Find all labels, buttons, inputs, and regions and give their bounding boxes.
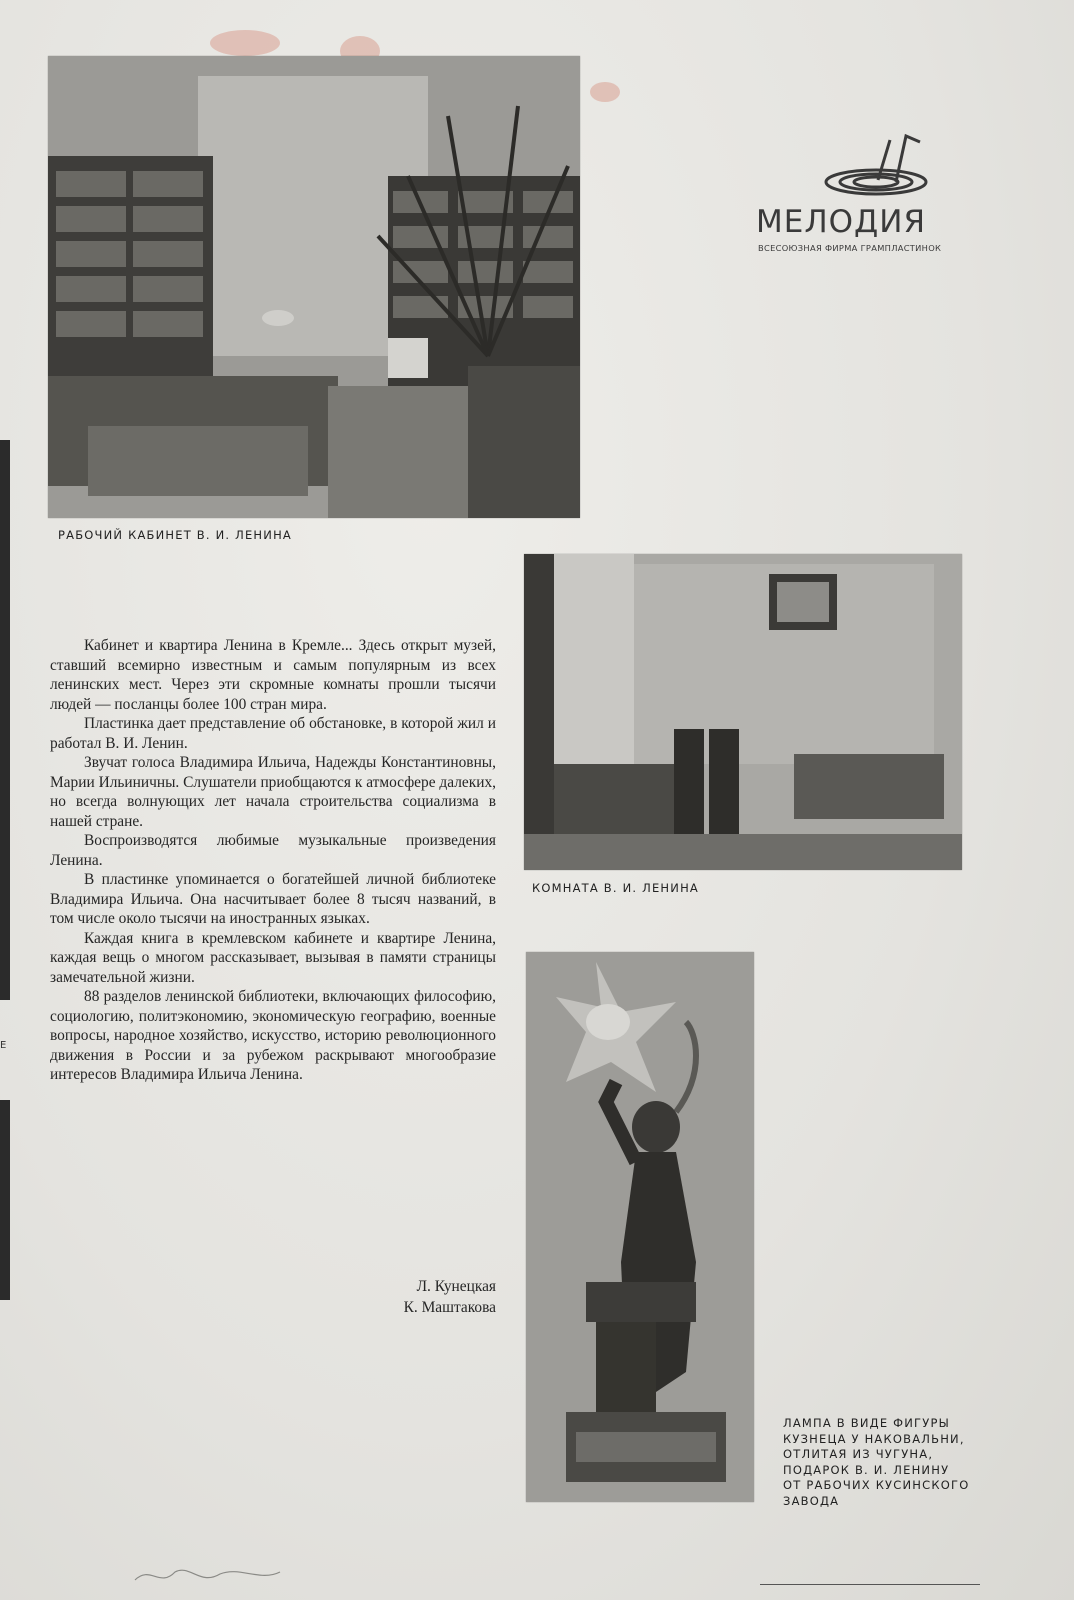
caption-line: ЗАВОДА [783,1493,840,1508]
caption-line: КУЗНЕЦА У НАКОВАЛЬНИ, [783,1431,965,1446]
article-paragraph: Пластинка дает представление об обстановке, в которой жил и работал В. И. Ленин. [50,715,496,752]
author-name: К. Маштакова [403,1299,496,1316]
caption-line: ОТ РАБОЧИХ КУСИНСКОГО [783,1478,970,1492]
stain-mark [210,30,280,56]
left-edge-strip [0,440,10,1000]
left-edge-strip [0,1100,10,1300]
article-paragraph: Каждая книга в кремлевском кабинете и квартире Ленина, каждая вещь о многом рассказывает, вызывая в памяти страницы замечательной жизни. [50,929,496,986]
caption-line: ЛАМПА В ВИДЕ ФИГУРЫ [783,1416,950,1430]
photo-lenin-study [48,56,580,518]
caption-line: ПОДАРОК В. И. ЛЕНИНУ [783,1462,950,1477]
pencil-scribble [130,1560,290,1590]
photo-study-image [48,56,580,518]
logo-wordmark: МЕЛОДИЯ [756,204,926,240]
photo-room-image [524,554,962,870]
caption-lenin-study: РАБОЧИЙ КАБИНЕТ В. И. ЛЕНИНА [58,528,292,542]
photo-blacksmith-lamp [526,952,754,1502]
article-text [50,636,496,1085]
caption-line: ОТЛИТАЯ ИЗ ЧУГУНА, [783,1447,934,1461]
article-paragraph: Воспроизводятся любимые музыкальные произведения Ленина. [50,832,496,869]
logo-subtitle: ВСЕСОЮЗНАЯ ФИРМА ГРАМПЛАСТИНОК [758,243,942,253]
article-paragraph: В пластинке упоминается о богатейшей личной библиотеке Владимира Ильича. Она насчитывает более 8 тысяч названий, в том числе около тысячи на иностранных языках. [50,871,496,927]
photo-lamp-image [526,952,754,1502]
article-paragraph: Кабинет и квартира Ленина в Кремле... Здесь открыт музей, ставший всемирно известным и самым популярным из всех ленинских мест. Через эти скромные комнаты прошли тысячи людей — посланцы более 100 стран мира. [50,637,496,713]
author-name: Л. Кунецкая [416,1278,496,1295]
bottom-rule [760,1584,980,1585]
article-authors [300,1276,496,1318]
caption-lenin-room: КОМНАТА В. И. ЛЕНИНА [532,881,699,895]
stain-mark [590,82,620,102]
article-paragraph: Звучат голоса Владимира Ильича, Надежды Константиновны, Марии Ильиничны. Слушатели приобщаются к атмосфере далеких, но всегда волнующих лет начала строительства социализма в нашей стране. [50,754,496,830]
melodiya-logo [756,132,956,272]
caption-blacksmith-lamp [783,1416,1023,1509]
edge-letter: Е [0,1040,7,1051]
article-paragraph: 88 разделов ленинской библиотеки, включающих философию, социологию, политэкономию, экономическую географию, военные вопросы, народное хозяйство, искусство, историю революционного движения в России и за рубежом раскрывают многообразие интересов Владимира Ильича Ленина. [50,988,496,1083]
melodiya-emblem-icon [756,132,956,204]
photo-lenin-room [524,554,962,870]
